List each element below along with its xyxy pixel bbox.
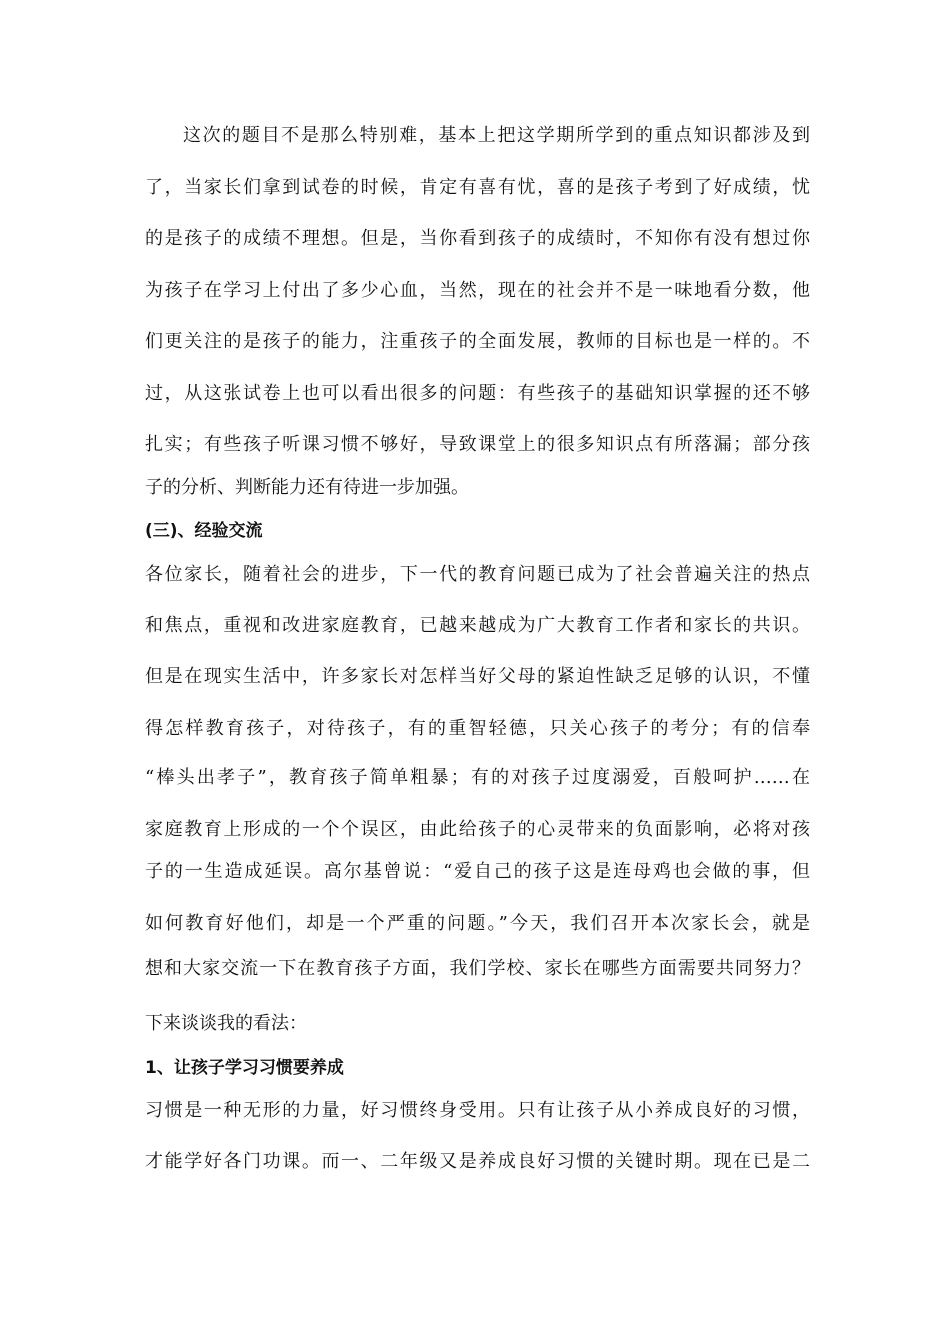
paragraph-line: 但是在现实生活中，许多家长对怎样当好父母的紧迫性缺乏足够的认识，不懂 (145, 666, 810, 687)
paragraph-line: 过，从这张试卷上也可以看出很多的问题：有些孩子的基础知识掌握的还不够 (145, 383, 810, 404)
paragraph-line: 如何教育好他们，却是一个严重的问题。”今天，我们召开本次家长会，就是 (145, 913, 810, 934)
paragraph-line: 习惯是一种无形的力量，好习惯终身受用。只有让孩子从小养成良好的习惯， (145, 1100, 810, 1121)
paragraph-line: 和焦点，重视和改进家庭教育，已越来越成为广大教育工作者和家长的共识。 (145, 615, 810, 636)
subsection-heading: 1、让孩子学习习惯要养成 (145, 1058, 344, 1078)
paragraph-line: 想和大家交流一下在教育孩子方面，我们学校、家长在哪些方面需要共同努力？ (145, 958, 810, 979)
section-heading: (三)、经验交流 (145, 521, 263, 541)
paragraph-line: 的是孩子的成绩不理想。但是，当你看到孩子的成绩时，不知你有没有想过你 (145, 228, 810, 249)
paragraph-line: 为孩子在学习上付出了多少心血，当然，现在的社会并不是一味地看分数，他 (145, 280, 810, 301)
paragraph-line: 各位家长，随着社会的进步，下一代的教育问题已成为了社会普遍关注的热点 (145, 564, 810, 585)
paragraph-line: 扎实；有些孩子听课习惯不够好，导致课堂上的很多知识点有所落漏；部分孩 (145, 434, 810, 455)
paragraph-line: 得怎样教育孩子，对待孩子，有的重智轻德，只关心孩子的考分；有的信奉 (145, 718, 810, 739)
paragraph-line: “棒头出孝子”，教育孩子简单粗暴；有的对孩子过度溺爱，百般呵护……在 (145, 767, 810, 788)
paragraph-line: 们更关注的是孩子的能力，注重孩子的全面发展，教师的目标也是一样的。不 (145, 331, 810, 352)
paragraph-line: 家庭教育上形成的一个个误区，由此给孩子的心灵带来的负面影响，必将对孩 (145, 819, 810, 840)
paragraph-line: 子的分析、判断能力还有待进一步加强。 (145, 477, 469, 498)
paragraph-line: 下来谈谈我的看法： (145, 1013, 307, 1034)
paragraph-line: 子的一生造成延误。高尔基曾说：“爱自己的孩子这是连母鸡也会做的事，但 (145, 861, 810, 882)
paragraph-line: 才能学好各门功课。而一、二年级又是养成良好习惯的关键时期。现在已是二 (145, 1151, 810, 1172)
paragraph-line: 这次的题目不是那么特别难，基本上把这学期所学到的重点知识都涉及到 (183, 125, 810, 146)
paragraph-line: 了，当家长们拿到试卷的时候，肯定有喜有忧，喜的是孩子考到了好成绩，忧 (145, 177, 810, 198)
